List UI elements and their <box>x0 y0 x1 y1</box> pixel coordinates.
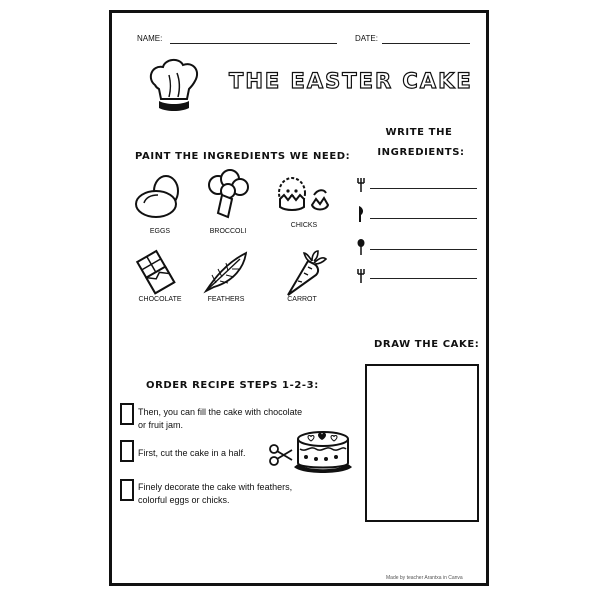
knife-icon <box>356 206 366 222</box>
cake-icon <box>290 423 356 479</box>
date-field[interactable] <box>382 43 470 44</box>
broccoli-icon <box>204 169 252 221</box>
draw-heading: DRAW THE CAKE: <box>374 339 480 350</box>
fork-icon <box>356 269 366 283</box>
chef-hat-icon <box>147 57 201 115</box>
spoon-icon <box>356 239 366 255</box>
step-checkbox-2[interactable] <box>120 440 134 462</box>
chocolate-label: CHOCOLATE <box>138 296 182 303</box>
feather-icon <box>200 249 252 295</box>
carrot-icon <box>282 249 328 299</box>
chocolate-icon <box>135 249 181 295</box>
draw-cake-box[interactable] <box>365 364 479 522</box>
chicks-label: CHICKS <box>290 222 318 229</box>
carrot-label: CARROT <box>287 296 317 303</box>
page-title: THE EASTER CAKE <box>229 69 473 93</box>
eggs-icon <box>132 173 184 221</box>
footer-credit: Made by teacher Arantxa in Canva <box>386 575 463 581</box>
step-3-text: Finely decorate the cake with feathers, colorful eggs or chicks. <box>138 482 293 505</box>
step-2-text: First, cut the cake in a half. <box>138 448 246 458</box>
name-label: NAME: <box>137 34 163 43</box>
step-1-text: Then, you can fill the cake with chocolate or fruit jam. <box>138 407 303 430</box>
broccoli-label: BROCCOLI <box>209 228 247 235</box>
ingredient-line-2[interactable] <box>370 218 477 219</box>
ingredient-line-4[interactable] <box>370 278 477 279</box>
ingredient-line-1[interactable] <box>370 188 477 189</box>
chicks-icon <box>274 175 334 217</box>
eggs-label: EGGS <box>149 228 171 235</box>
name-field[interactable] <box>170 43 337 44</box>
order-heading: ORDER RECIPE STEPS 1-2-3: <box>146 380 319 391</box>
feathers-label: FEATHERS <box>207 296 245 303</box>
worksheet <box>109 10 489 586</box>
write-heading-line2: INGREDIENTS: <box>377 147 465 158</box>
paint-heading: PAINT THE INGREDIENTS WE NEED: <box>135 151 351 162</box>
step-checkbox-1[interactable] <box>120 403 134 425</box>
date-label: DATE: <box>355 34 378 43</box>
fork-icon <box>356 178 366 192</box>
step-checkbox-3[interactable] <box>120 479 134 501</box>
ingredient-line-3[interactable] <box>370 249 477 250</box>
write-heading-line1: WRITE THE <box>385 127 453 138</box>
